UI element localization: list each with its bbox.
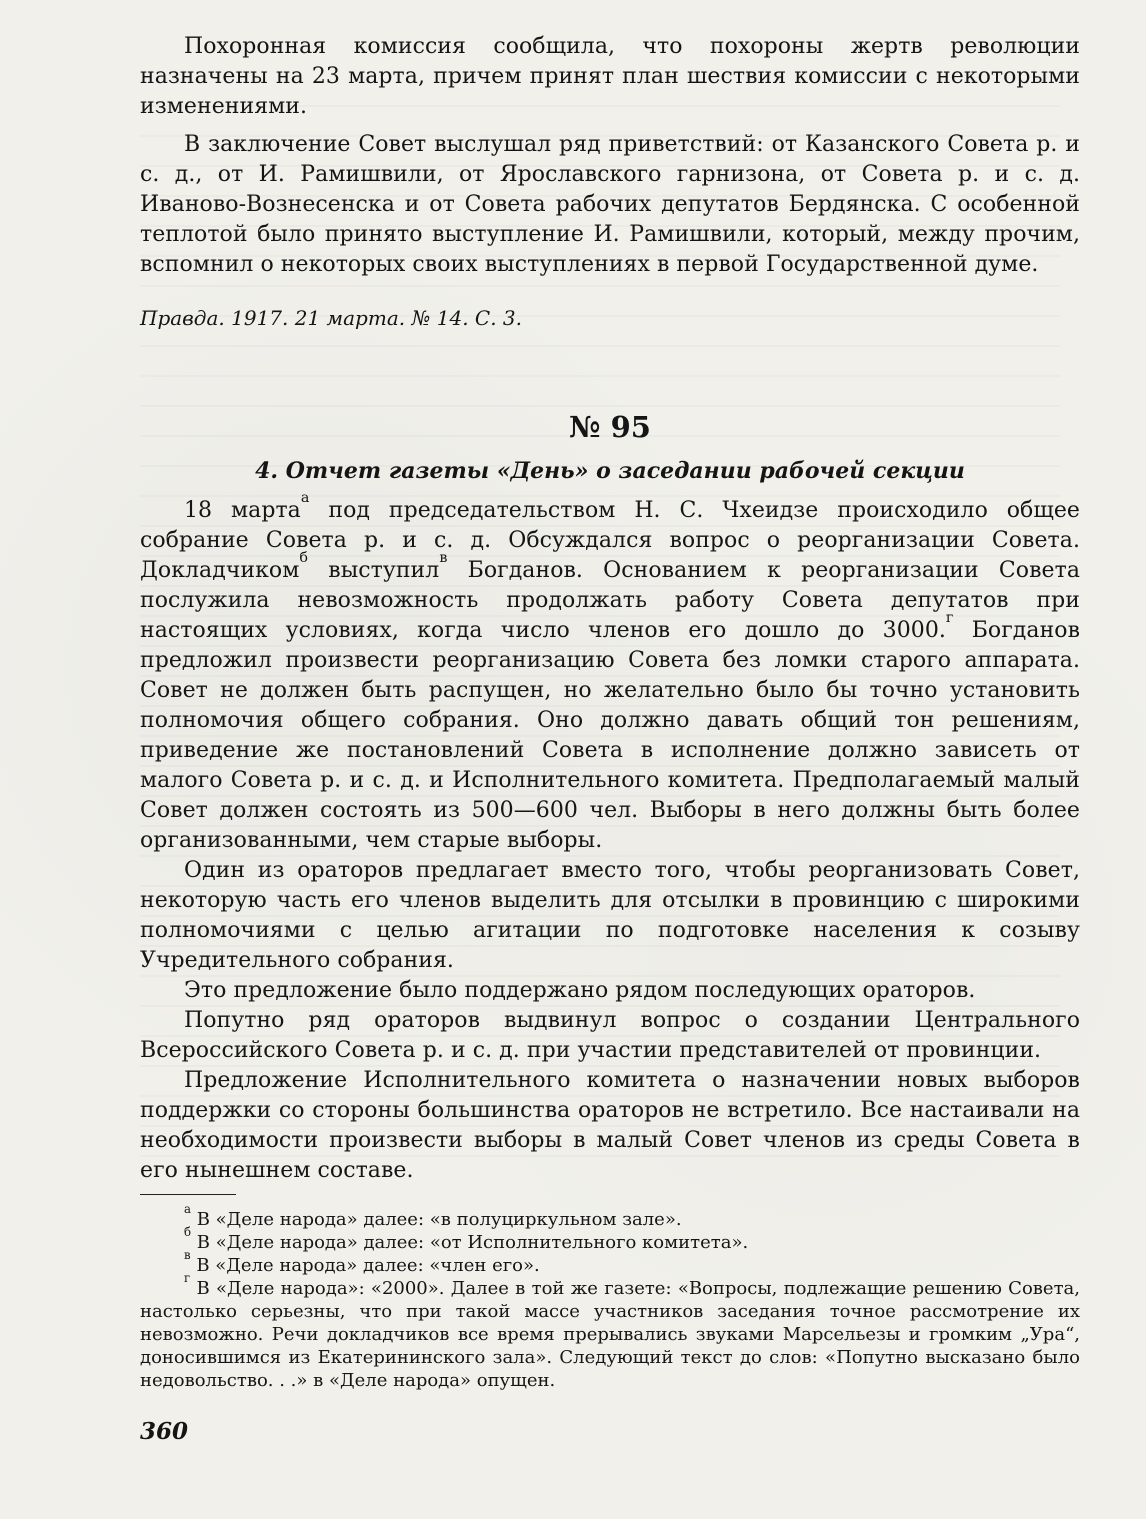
footnote-a	[140, 1201, 1080, 1231]
body-paragraph-3: Это предложение было поддержано рядом последующих ораторов.	[184, 978, 976, 1003]
footnote-v-mark: в	[184, 1247, 191, 1262]
footnotes-section	[140, 1201, 1080, 1392]
paragraph-spacer	[140, 122, 1080, 130]
document-content	[140, 32, 1080, 1392]
body-paragraph-4: Попутно ряд ораторов выдвинул вопрос о создании Центрального Всероссийского Совета р. и с. д. при участии представителей от провинции.	[140, 1008, 1080, 1063]
page-number: 360	[140, 1418, 189, 1445]
body-paragraph-1-part-d: Богданов. Основанием к реорганизации Совета послужила невозможность продолжать работу Совета депутатов при настоящих условиях, когда число членов его дошло до 3000.	[140, 558, 1080, 643]
footnote-g	[140, 1270, 1080, 1392]
footnote-mark-b: б	[299, 550, 309, 567]
body-paragraph-2: Один из ораторов предлагает вместо того, чтобы реорганизовать Совет, некоторую часть его членов выделить для отсылки в провинцию с широкими полномочиями с целью агитации по подготовке населения к созыву Учредительного собрания.	[140, 858, 1080, 973]
body-paragraph-5: Предложение Исполнительного комитета о назначении новых выборов поддержки со стороны большинства ораторов не встретило. Все настаивали на необходимости произвести выборы в малый Совет членов из среды Совета в его нынешнем составе.	[140, 1068, 1080, 1183]
intro-paragraph-2: В заключение Совет выслушал ряд приветствий: от Казанского Совета р. и с. д., от И. Рамишвили, от Ярославского гарнизона, от Совета р. и с. д. Иваново-Вознесенска и от Совета рабочих депутатов Бердянска. С особенной теплотой было принято выступление И. Рамишвили, который, между прочим, вспомнил о некоторых своих выступлениях в первой Государственной думе.	[140, 132, 1080, 277]
body-paragraph-1-part-b: под председательством Н. С. Чхеидзе происходило общее собрание Совета р. и с. д. Обсуждался вопрос о реорганизации Совета. Докладчиком	[140, 498, 1080, 583]
footnote-g-text: В «Деле народа»: «2000». Далее в той же газете: «Вопросы, подлежащие решению Совета, настолько серьезны, что при такой массе участников заседания точное рассмотрение их невозможно. Речи докладчиков все время прерывались звуками Марсельезы и громким „Ура“, доносившимся из Екатерининского зала». Следующий текст до слов: «Попутно высказано было недовольство. . .» в «Деле народа» опущен.	[140, 1278, 1080, 1391]
footnote-mark-v: в	[439, 550, 448, 567]
footnote-v-text: В «Деле народа» далее: «член его».	[196, 1255, 540, 1276]
document-number: № 95	[569, 410, 651, 444]
footnote-mark-g: г	[945, 610, 954, 627]
footnote-b-mark: б	[184, 1224, 192, 1239]
body-paragraph-1-part-e: Богданов предложил произвести реорганизацию Совета без ломки старого аппарата. Совет не должен быть распущен, но желательно было бы точно установить полномочия общего собрания. Оно должно давать общий тон решениям, приведение же постановлений Совета в исполнение должно зависеть от малого Совета р. и с. д. и Исполнительного комитета. Предполагаемый малый Совет должен состоять из 500—600 чел. Выборы в него должны быть более организованными, чем старые выборы.	[140, 618, 1081, 853]
footnote-b-text: В «Деле народа» далее: «от Исполнительного комитета».	[196, 1232, 749, 1253]
footnote-a-mark: а	[184, 1201, 191, 1216]
body-paragraph-1	[140, 490, 1081, 856]
body-paragraph-1-part-a: 18 марта	[184, 498, 301, 523]
body-paragraph-1-part-c: выступил	[328, 558, 440, 583]
footnote-g-mark: г	[184, 1270, 191, 1285]
footnote-b	[140, 1224, 1080, 1254]
document-title: 4. Отчет газеты «День» о заседании рабочей секции	[255, 458, 965, 484]
source-citation: Правда. 1917. 21 марта. № 14. С. 3.	[140, 306, 523, 330]
footnote-a-text: В «Деле народа» далее: «в полуциркульном зале».	[196, 1209, 682, 1230]
footnote-divider	[140, 1194, 236, 1195]
footnote-v	[140, 1247, 1080, 1277]
footnote-mark-a: а	[300, 490, 310, 507]
intro-paragraph-1: Похоронная комиссия сообщила, что похороны жертв революции назначены на 23 марта, причем принят план шествия комиссии с некоторыми изменениями.	[140, 34, 1080, 119]
